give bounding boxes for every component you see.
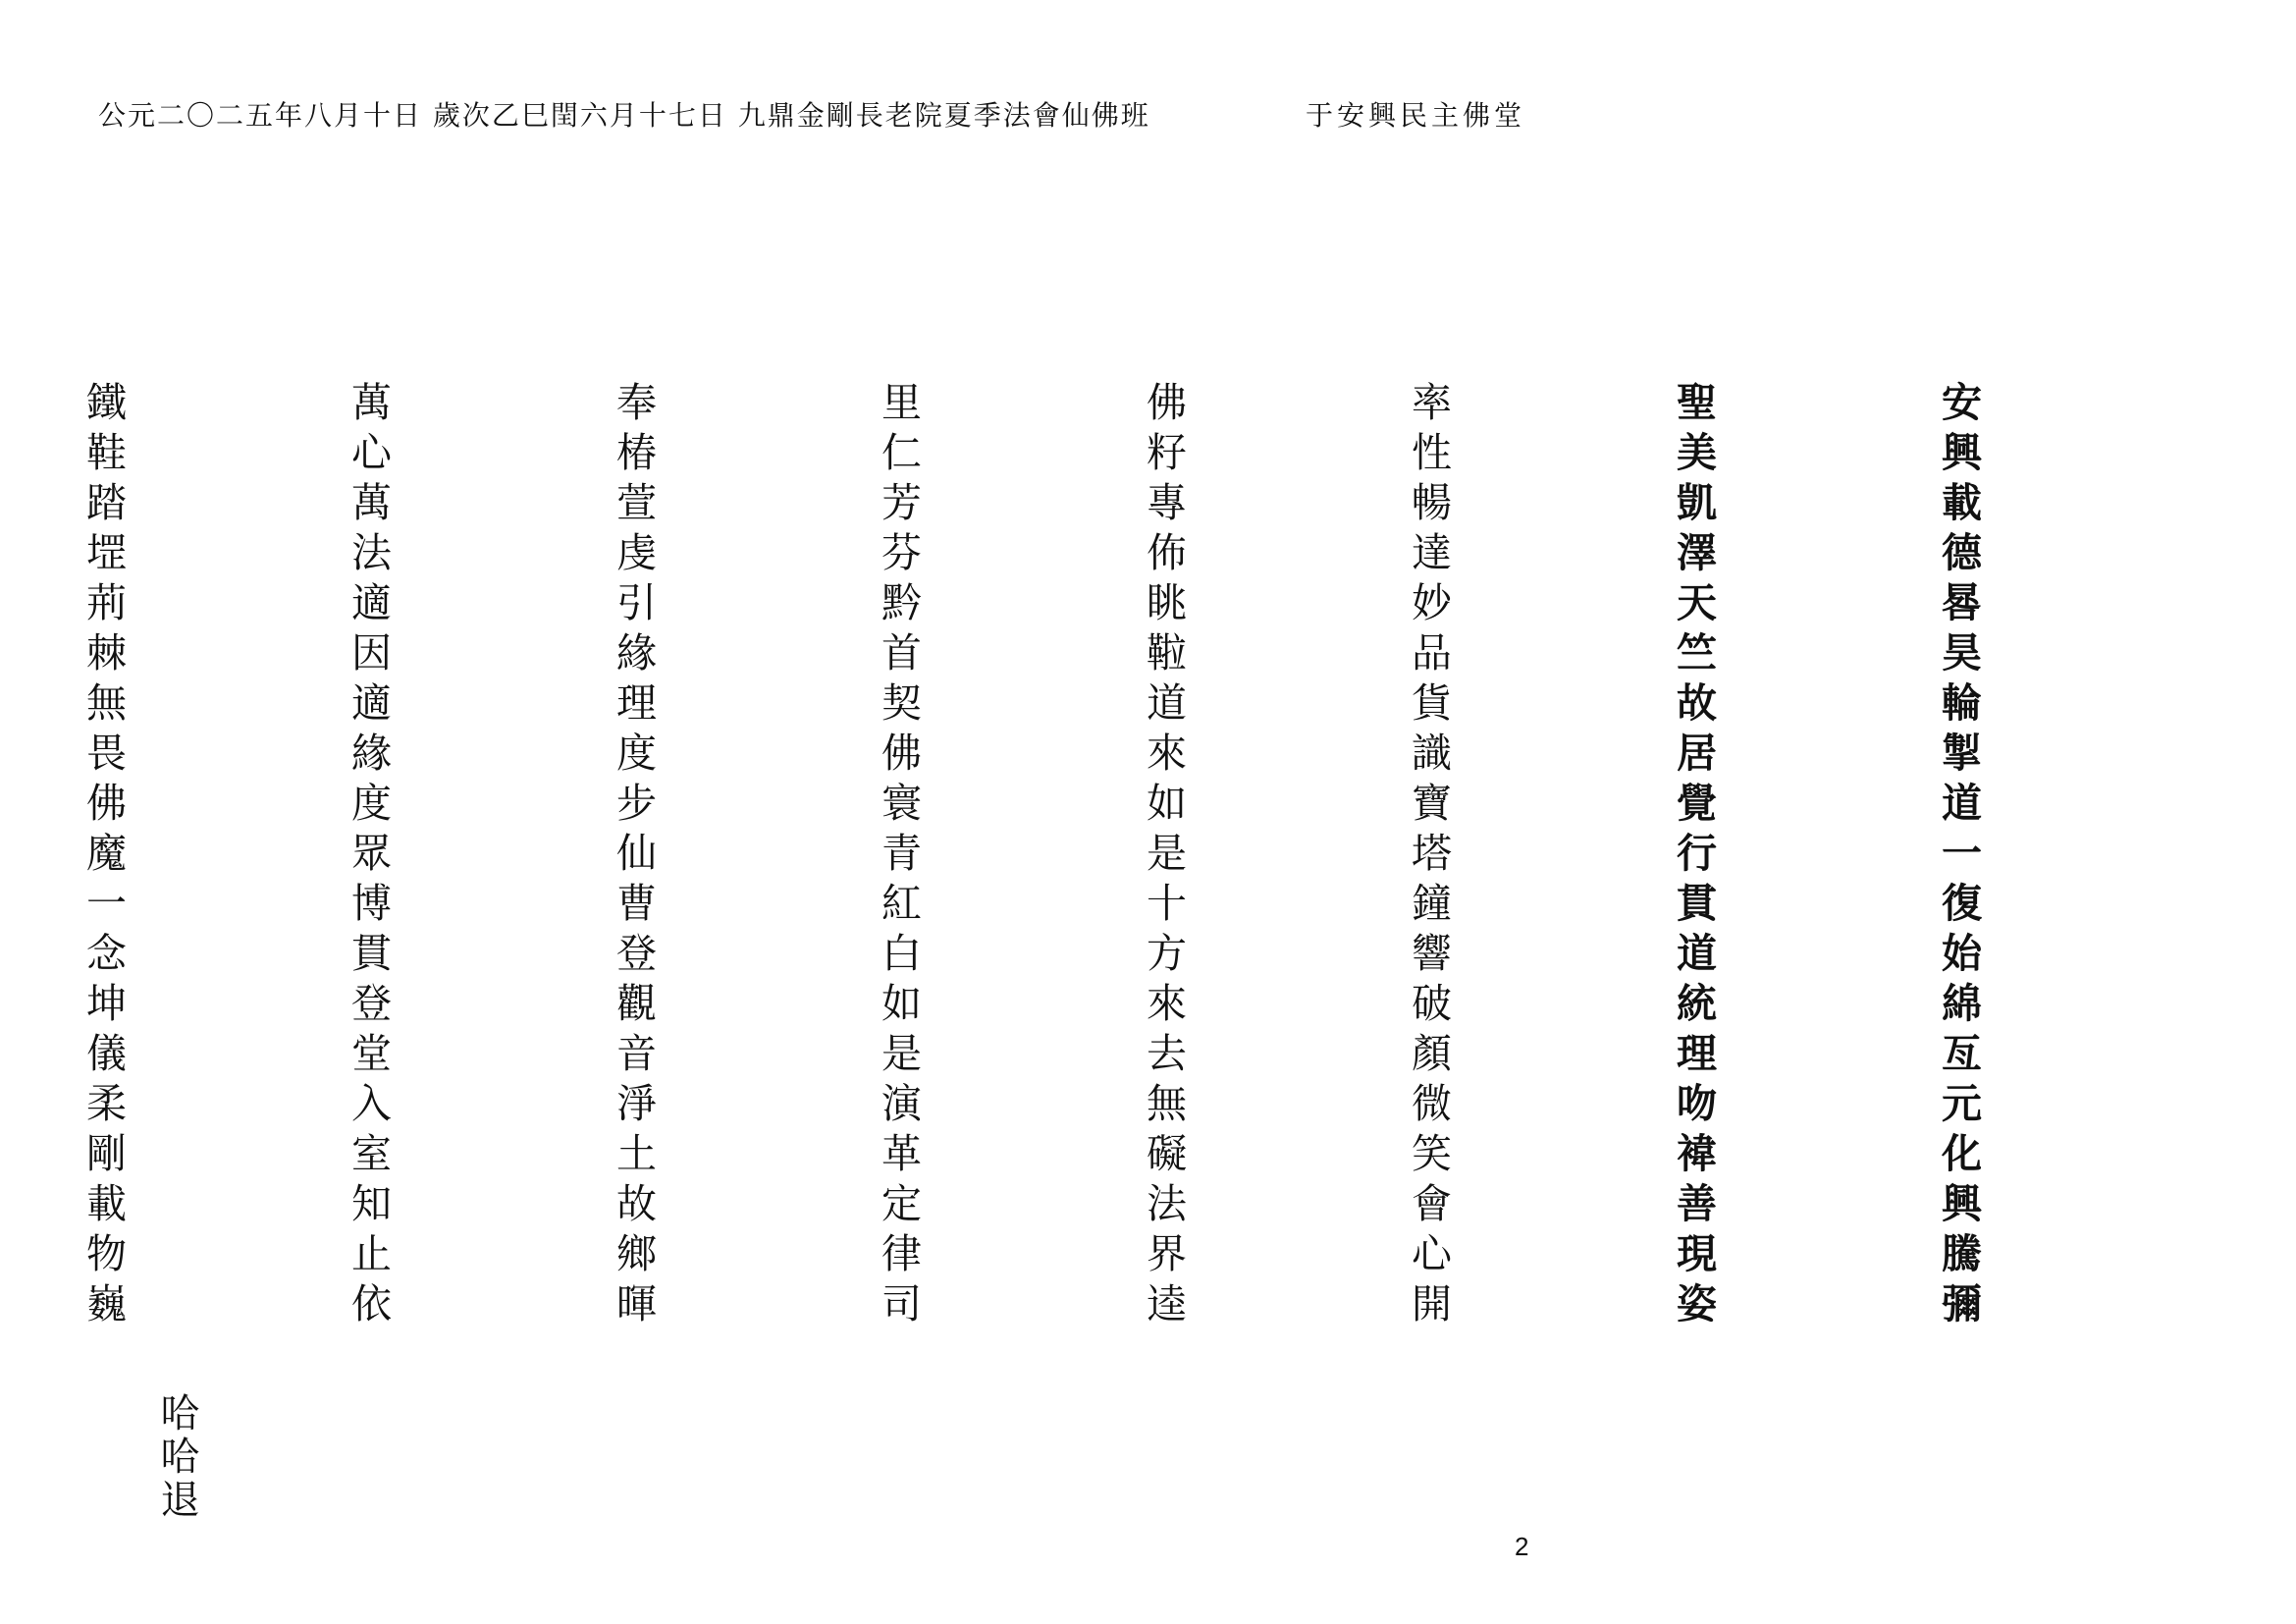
header-date-event: 公元二〇二五年八月十日 歲次乙巳閏六月十七日 九鼎金剛長老院夏季法會仙佛班: [98, 99, 1150, 132]
poem-line-4: 佛籽專佈眺鞡道來如是十方來去無礙法界逵: [1140, 381, 1187, 1332]
farewell-text: 哈哈退: [154, 1392, 199, 1522]
poem-line-7: 萬心萬法適因適緣度眾博貫登堂入室知止依: [345, 381, 392, 1332]
poem-line-1: 安興載德晷昊輪掣道一復始綿亙元化興騰彌: [1935, 381, 1982, 1332]
header-location: 于安興民主佛堂: [1306, 99, 1526, 132]
poem-line-2: 聖美凱澤天竺故居覺行貫道統理吻褘善現姿: [1670, 381, 1717, 1332]
poem-line-8: 鐵鞋踏堽荊棘無畏佛魔一念坤儀柔剛載物巍: [80, 381, 127, 1332]
poem-body: [80, 381, 2179, 1332]
poem-line-3: 率性暢達妙品貨識寶塔鐘響破顏微笑會心開: [1405, 381, 1452, 1332]
poem-line-5: 里仁芳芬黔首契佛寰青紅白如是演革定律司: [875, 381, 922, 1332]
poem-line-6: 奉椿萱虔引緣理度步仙曹登觀音淨土故鄉暉: [610, 381, 657, 1332]
page-number: 2: [1515, 1532, 1529, 1561]
